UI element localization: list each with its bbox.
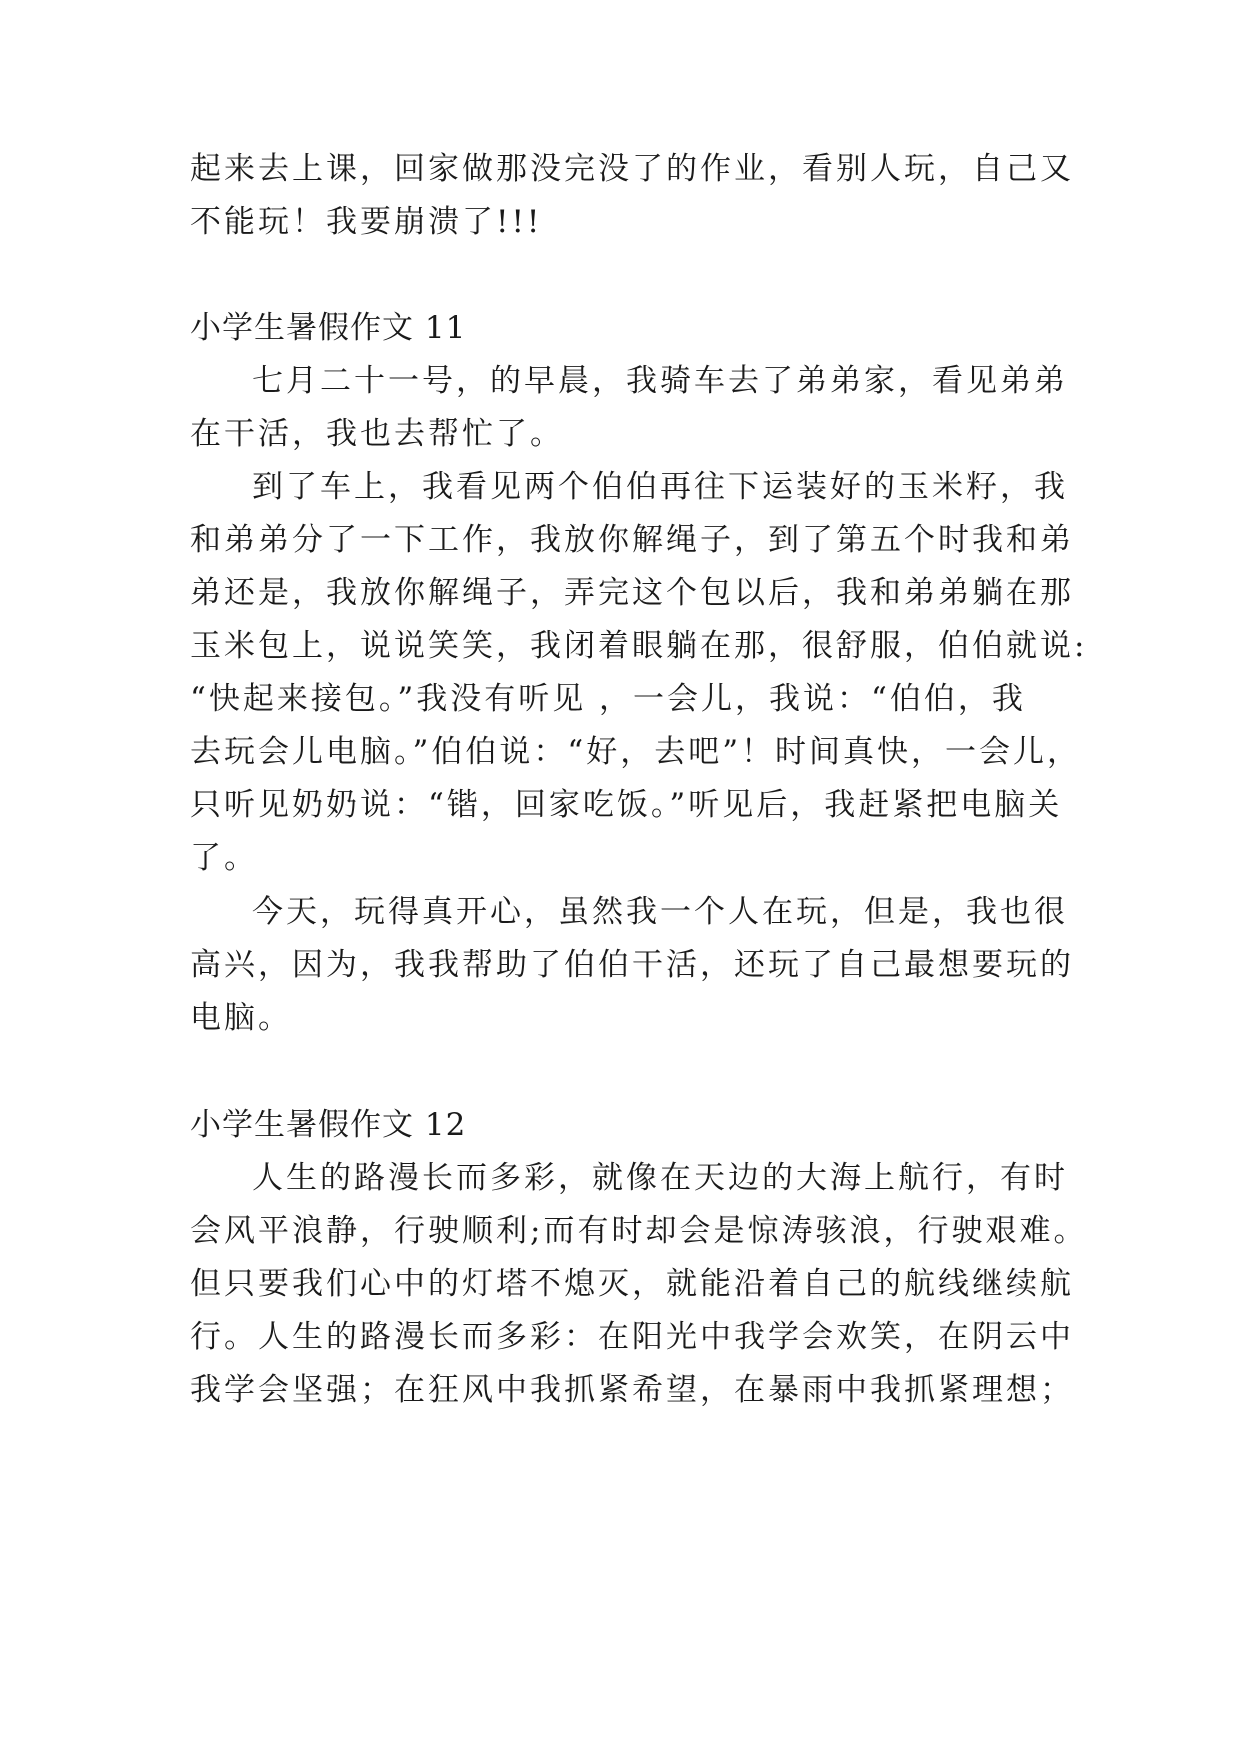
paragraph-line: 到了车上，我看见两个伯伯再往下运装好的玉米籽，我 <box>252 469 1068 505</box>
section-heading: 小学生暑假作文 12 <box>190 1107 467 1143</box>
paragraph-line: 行。人生的路漫长而多彩：在阳光中我学会欢笑，在阴云中 <box>190 1319 1074 1355</box>
paragraph-line: 弟还是，我放你解绳子，弄完这个包以后，我和弟弟躺在那 <box>190 575 1074 611</box>
paragraph-line: 玉米包上，说说笑笑，我闭着眼躺在那，很舒服，伯伯就说: <box>190 628 1088 664</box>
paragraph-line: 了。 <box>190 840 258 876</box>
paragraph-line: 只听见奶奶说：“锴，回家吃饭。”听见后，我赶紧把电脑关 <box>190 787 1063 823</box>
paragraph-line: 电脑。 <box>190 1000 292 1036</box>
paragraph-line: 但只要我们心中的灯塔不熄灭，就能沿着自己的航线继续航 <box>190 1266 1074 1302</box>
intro-line: 起来去上课，回家做那没完没了的作业，看别人玩，自己又 <box>190 151 1074 187</box>
paragraph-line: “快起来接包。”我没有听见 ，一会儿，我说：“伯伯，我 <box>190 681 1026 717</box>
paragraph-line: 会风平浪静，行驶顺利;而有时却会是惊涛骇浪，行驶艰难。 <box>190 1213 1088 1249</box>
paragraph-line: 高兴，因为，我我帮助了伯伯干活，还玩了自己最想要玩的 <box>190 947 1074 983</box>
section-heading: 小学生暑假作文 11 <box>190 310 467 346</box>
paragraph-line: 在干活，我也去帮忙了。 <box>190 416 564 452</box>
paragraph-line: 去玩会儿电脑。”伯伯说：“好，去吧”！时间真快，一会儿， <box>190 734 1082 770</box>
paragraph-line: 和弟弟分了一下工作，我放你解绳子，到了第五个时我和弟 <box>190 522 1074 558</box>
paragraph-line: 七月二十一号，的早晨，我骑车去了弟弟家，看见弟弟 <box>252 363 1068 399</box>
paragraph-line: 今天，玩得真开心，虽然我一个人在玩，但是，我也很 <box>252 894 1068 930</box>
intro-line: 不能玩！我要崩溃了!!! <box>190 204 543 240</box>
paragraph-line: 我学会坚强；在狂风中我抓紧希望，在暴雨中我抓紧理想； <box>190 1372 1074 1408</box>
paragraph-line: 人生的路漫长而多彩，就像在天边的大海上航行，有时 <box>252 1160 1068 1196</box>
